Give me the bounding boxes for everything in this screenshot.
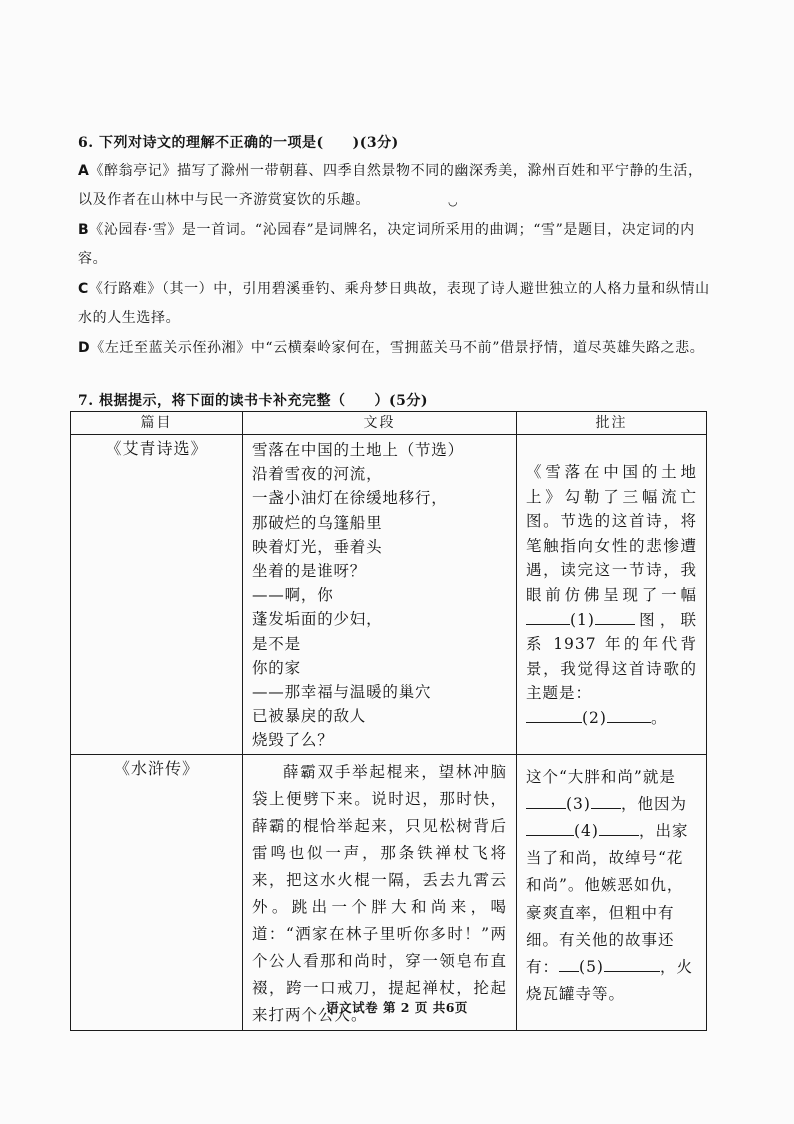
annotation-cell — [517, 754, 707, 1030]
annotation-text: 这个“大胖和尚”就是 (3) ，他因为 (4) ，出家当了和尚，故绰号“花和尚”。他嫉恶如仇，豪爽直率，但粗中有细。有关他的故事还有： (5) ，火烧瓦罐寺等。 — [526, 767, 693, 1004]
blank-1[interactable]: (1) — [570, 610, 595, 629]
blank-4[interactable]: (4) — [574, 822, 599, 841]
blank-5-right[interactable] — [604, 956, 660, 972]
option-text: 《醉翁亭记》描写了滁州一带朝暮、四季自然景物不同的幽深秀美，滁州百姓和平宁静的生活，以及作者在山林中与民一齐游赏宴饮的乐趣。 — [78, 163, 703, 208]
header-passage: 文段 — [243, 412, 517, 435]
blank-4-right[interactable] — [599, 820, 639, 836]
option-text: 《行路难》（其一）中，引用碧溪垂钓、乘舟梦日典故，表现了诗人避世独立的人格力量和纵情山水的人生选择。 — [78, 281, 710, 326]
table-header-row — [71, 412, 707, 435]
question-7-title: 7. 根据提示，将下面的读书卡补充完整（ ）(5分) — [78, 393, 428, 409]
question-6-option-a — [78, 157, 714, 215]
blank-2-left[interactable] — [526, 707, 582, 723]
question-6-option-c — [78, 275, 714, 333]
book-title-aiqing: 《艾青诗选》 — [71, 435, 243, 755]
blank-2-right[interactable] — [607, 707, 651, 723]
poem-lines: 雪落在中国的土地上（节选） 沿着雪夜的河流， 一盏小油灯在徐缓地移行， 那破烂的乌篷船里 映着灯光，垂着头 坐着的是谁呀？ ——啊，你 蓬发垢面的少妇， 是不是 你的家 ——那幸福与温暖的巢穴 已被暴戾的敌人 烧毁了么？ — [252, 441, 464, 750]
exam-page: 6. 下列对诗文的理解不正确的一项是( )(3分) A《醉翁亭记》描写了滁州一带朝暮、四季自然景物不同的幽深秀美，滁州百姓和平宁静的生活，以及作者在山林中与民一齐游赏宴饮的乐趣。 ◡ B《沁园春·雪》是一首词。“沁园春”是词牌名，决定词所采用的曲调；“雪”是题目，决定词的内容。 C《行路难》（其一）中，引用碧溪垂钓、乘舟梦日典故，表现了诗人避世独立的人格力量和纵情山水的人生选择。 D《左迁至蓝关示侄孙湘》中“云横秦岭家何在，雪拥蓝关马不前”借景抒情，道尽英雄失路之悲。 7. 根据提示，将下面的读书卡补充完整（ ）(5分) 篇目 文段 批注 《艾青诗选》 雪落在中国的土地上（节选） 沿着雪夜的河流， 一盏小油灯在徐缓地移行， 那破烂的乌篷船里 映着灯光，垂着头 坐着的是谁呀？ ——啊，你 蓬发垢面的少妇， 是不是 你的家 ——那幸福与温暖的巢穴 已被暴戾的敌人 烧毁了么？ 《雪落在中国的土地上》勾勒了三幅流亡图。节选的这首诗，将笔触指向女性的悲惨遭遇，读完这一节诗，我眼前仿佛呈现了一幅(1) 图，联系 1937 年的年代背景，我觉得这首诗歌的主题是： (2) 。 《水浒传》 薛霸双手举起棍来，望林冲脑袋上便劈下来。说时迟，那时快，薛霸的棍恰举起来，只见松树背后雷鸣也似一声，那条铁禅杖飞将来，把这水火棍一隔，丢去九霄云外。跳出一个胖大和尚来，喝道：“洒家在林子里听你多时！”两个公人看那和尚时，穿一领皂布直裰，跨一口戒刀，提起禅杖，抡起来打两个公人。 这个“大胖和尚”就是 (3) ，他因为 (4) ，出家当了和尚，故绰号“花和尚”。他嫉恶如仇，豪爽直率，但粗中有细。有关他的故事还有： (5) ，火烧瓦罐寺等。 语文试卷 第 2 页 共6页 — [0, 0, 794, 1124]
option-label: C — [78, 281, 89, 297]
blank-3-left[interactable] — [526, 793, 566, 809]
blank-1-left[interactable] — [526, 609, 570, 625]
blank-1-right[interactable] — [595, 609, 635, 625]
option-text: 《沁园春·雪》是一首词。“沁园春”是词牌名，决定词所采用的曲调；“雪”是题目，决定词的内容。 — [78, 222, 695, 267]
blank-5-left[interactable] — [559, 956, 579, 972]
annotation-text: 《雪落在中国的土地上》勾勒了三幅流亡图。节选的这首诗，将笔触指向女性的悲惨遭遇，读完这一节诗，我眼前仿佛呈现了一幅(1) 图，联系 1937 年的年代背景，我觉得这首诗歌的主题是： (2) 。 — [526, 463, 697, 727]
book-title-shuihu: 《水浒传》 — [71, 754, 243, 1030]
table-row — [71, 754, 707, 1030]
question-6-option-d — [78, 334, 714, 363]
passage-cell — [243, 435, 517, 755]
page-footer: 语文试卷 第 2 页 共6页 — [326, 1000, 468, 1015]
option-label: D — [78, 340, 91, 356]
novel-excerpt: 薛霸双手举起棍来，望林冲脑袋上便劈下来。说时迟，那时快，薛霸的棍恰举起来，只见松树背后雷鸣也似一声，那条铁禅杖飞将来，把这水火棍一隔，丢去九霄云外。跳出一个胖大和尚来，喝道：“洒家在林子里听你多时！”两个公人看那和尚时，穿一领皂布直裰，跨一口戒刀，提起禅杖，抡起来打两个公人。 — [252, 762, 507, 1024]
reading-card-table — [70, 411, 707, 1031]
question-6-title: 6. 下列对诗文的理解不正确的一项是( )(3分) — [78, 135, 399, 151]
blank-3-right[interactable] — [591, 793, 621, 809]
question-6-option-b — [78, 216, 714, 274]
blank-3[interactable]: (3) — [566, 794, 591, 813]
blank-2[interactable]: (2) — [582, 708, 607, 727]
blank-4-left[interactable] — [526, 820, 574, 836]
passage-cell — [243, 754, 517, 1030]
option-label: B — [78, 222, 90, 238]
option-text: 《左迁至蓝关示侄孙湘》中“云横秦岭家何在，雪拥蓝关马不前”借景抒情，道尽英雄失路之悲。 — [90, 340, 705, 356]
annotation-cell — [517, 435, 707, 755]
header-title: 篇目 — [71, 412, 243, 435]
header-note: 批注 — [517, 412, 707, 435]
table-row — [71, 435, 707, 755]
option-label: A — [78, 163, 90, 179]
blank-5[interactable]: (5) — [579, 958, 604, 977]
